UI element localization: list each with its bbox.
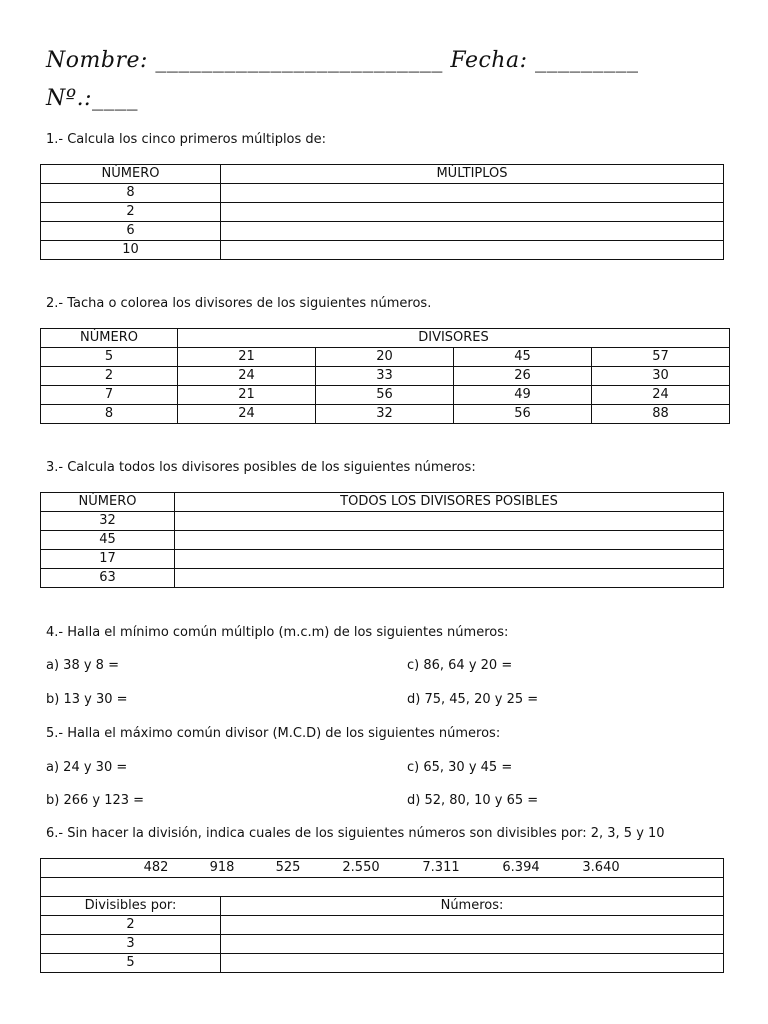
q1-answer-cell[interactable] <box>221 222 724 241</box>
q3-title: 3.- Calcula todos los divisores posibles de los siguientes números: <box>46 460 476 475</box>
q1-header-numero: NÚMERO <box>41 165 221 184</box>
q1-number: 6 <box>41 222 221 241</box>
q6-table <box>40 858 724 973</box>
q5-answer-d: d) 52, 80, 10 y 65 = <box>407 793 539 808</box>
numero-label: Nº.: <box>46 86 92 111</box>
q6-number: 918 <box>209 860 235 875</box>
q3-answer-cell[interactable] <box>175 550 724 569</box>
q2-divisor-cell[interactable]: 45 <box>454 348 592 367</box>
q4-answer-d: d) 75, 45, 20 y 25 = <box>407 692 539 707</box>
q2-number: 8 <box>41 405 178 424</box>
q3-header-divisores: TODOS LOS DIVISORES POSIBLES <box>175 493 724 512</box>
q2-divisor-cell[interactable]: 21 <box>178 348 316 367</box>
q1-number: 2 <box>41 203 221 222</box>
q6-number: 525 <box>275 860 301 875</box>
q6-divisor: 2 <box>41 916 221 935</box>
name-date-line <box>46 48 639 73</box>
q4-answer-c: c) 86, 64 y 20 = <box>407 658 513 673</box>
nombre-label: Nombre: <box>46 48 148 73</box>
q3-number: 45 <box>41 531 175 550</box>
q6-answer-cell[interactable] <box>221 916 724 935</box>
q2-header-numero: NÚMERO <box>41 329 178 348</box>
q4-title: 4.- Halla el mínimo común múltiplo (m.c.m) de los siguientes números: <box>46 625 509 640</box>
q6-answer-cell[interactable] <box>221 935 724 954</box>
q3-number: 63 <box>41 569 175 588</box>
fecha-blank[interactable]: _________ <box>535 48 639 73</box>
q3-table <box>40 492 724 588</box>
number-line <box>46 86 138 111</box>
q6-blank-row <box>41 878 724 897</box>
q1-number: 8 <box>41 184 221 203</box>
q2-divisor-cell[interactable]: 24 <box>178 367 316 386</box>
q6-numbers-row <box>41 859 724 878</box>
q1-table <box>40 164 724 260</box>
q2-divisor-cell[interactable]: 88 <box>592 405 730 424</box>
q3-answer-cell[interactable] <box>175 569 724 588</box>
q3-answer-cell[interactable] <box>175 531 724 550</box>
q6-divisor: 3 <box>41 935 221 954</box>
q3-number: 32 <box>41 512 175 531</box>
numero-blank[interactable]: ____ <box>92 86 138 111</box>
q6-divisor: 5 <box>41 954 221 973</box>
q1-answer-cell[interactable] <box>221 203 724 222</box>
nombre-blank[interactable]: _________________________ <box>155 48 443 73</box>
q2-number: 5 <box>41 348 178 367</box>
q2-table <box>40 328 730 424</box>
q2-divisor-cell[interactable]: 30 <box>592 367 730 386</box>
q2-header-divisores: DIVISORES <box>178 329 730 348</box>
q2-number: 2 <box>41 367 178 386</box>
q2-divisor-cell[interactable]: 56 <box>454 405 592 424</box>
q5-answer-a: a) 24 y 30 = <box>46 760 128 775</box>
q4-answer-a: a) 38 y 8 = <box>46 658 119 673</box>
q3-header-numero: NÚMERO <box>41 493 175 512</box>
q2-divisor-cell[interactable]: 26 <box>454 367 592 386</box>
q2-divisor-cell[interactable]: 32 <box>316 405 454 424</box>
q5-answer-b: b) 266 y 123 = <box>46 793 145 808</box>
q1-header-multiplos: MÚLTIPLOS <box>221 165 724 184</box>
q3-answer-cell[interactable] <box>175 512 724 531</box>
q2-divisor-cell[interactable]: 49 <box>454 386 592 405</box>
q2-divisor-cell[interactable]: 57 <box>592 348 730 367</box>
q6-number: 2.550 <box>342 860 380 875</box>
q2-number: 7 <box>41 386 178 405</box>
q2-divisor-cell[interactable]: 21 <box>178 386 316 405</box>
q3-number: 17 <box>41 550 175 569</box>
q1-title: 1.- Calcula los cinco primeros múltiplos de: <box>46 132 327 147</box>
q2-divisor-cell[interactable]: 24 <box>592 386 730 405</box>
q1-answer-cell[interactable] <box>221 241 724 260</box>
q1-number: 10 <box>41 241 221 260</box>
q1-answer-cell[interactable] <box>221 184 724 203</box>
q6-number: 3.640 <box>582 860 620 875</box>
q6-header-divisibles: Divisibles por: <box>41 897 221 916</box>
q6-number: 6.394 <box>502 860 540 875</box>
q6-title: 6.- Sin hacer la división, indica cuales de los siguientes números son divisibles por: 2, 3, 5 y 10 <box>46 826 665 841</box>
q4-answer-b: b) 13 y 30 = <box>46 692 128 707</box>
q2-divisor-cell[interactable]: 56 <box>316 386 454 405</box>
q2-divisor-cell[interactable]: 20 <box>316 348 454 367</box>
q6-number: 482 <box>143 860 169 875</box>
q6-header-numeros: Números: <box>221 897 724 916</box>
q5-answer-c: c) 65, 30 y 45 = <box>407 760 513 775</box>
q2-title: 2.- Tacha o colorea los divisores de los siguientes números. <box>46 296 432 311</box>
q6-answer-cell[interactable] <box>221 954 724 973</box>
q6-number: 7.311 <box>422 860 460 875</box>
fecha-label: Fecha: <box>450 48 528 73</box>
q5-title: 5.- Halla el máximo común divisor (M.C.D) de los siguientes números: <box>46 726 501 741</box>
q2-divisor-cell[interactable]: 24 <box>178 405 316 424</box>
q2-divisor-cell[interactable]: 33 <box>316 367 454 386</box>
